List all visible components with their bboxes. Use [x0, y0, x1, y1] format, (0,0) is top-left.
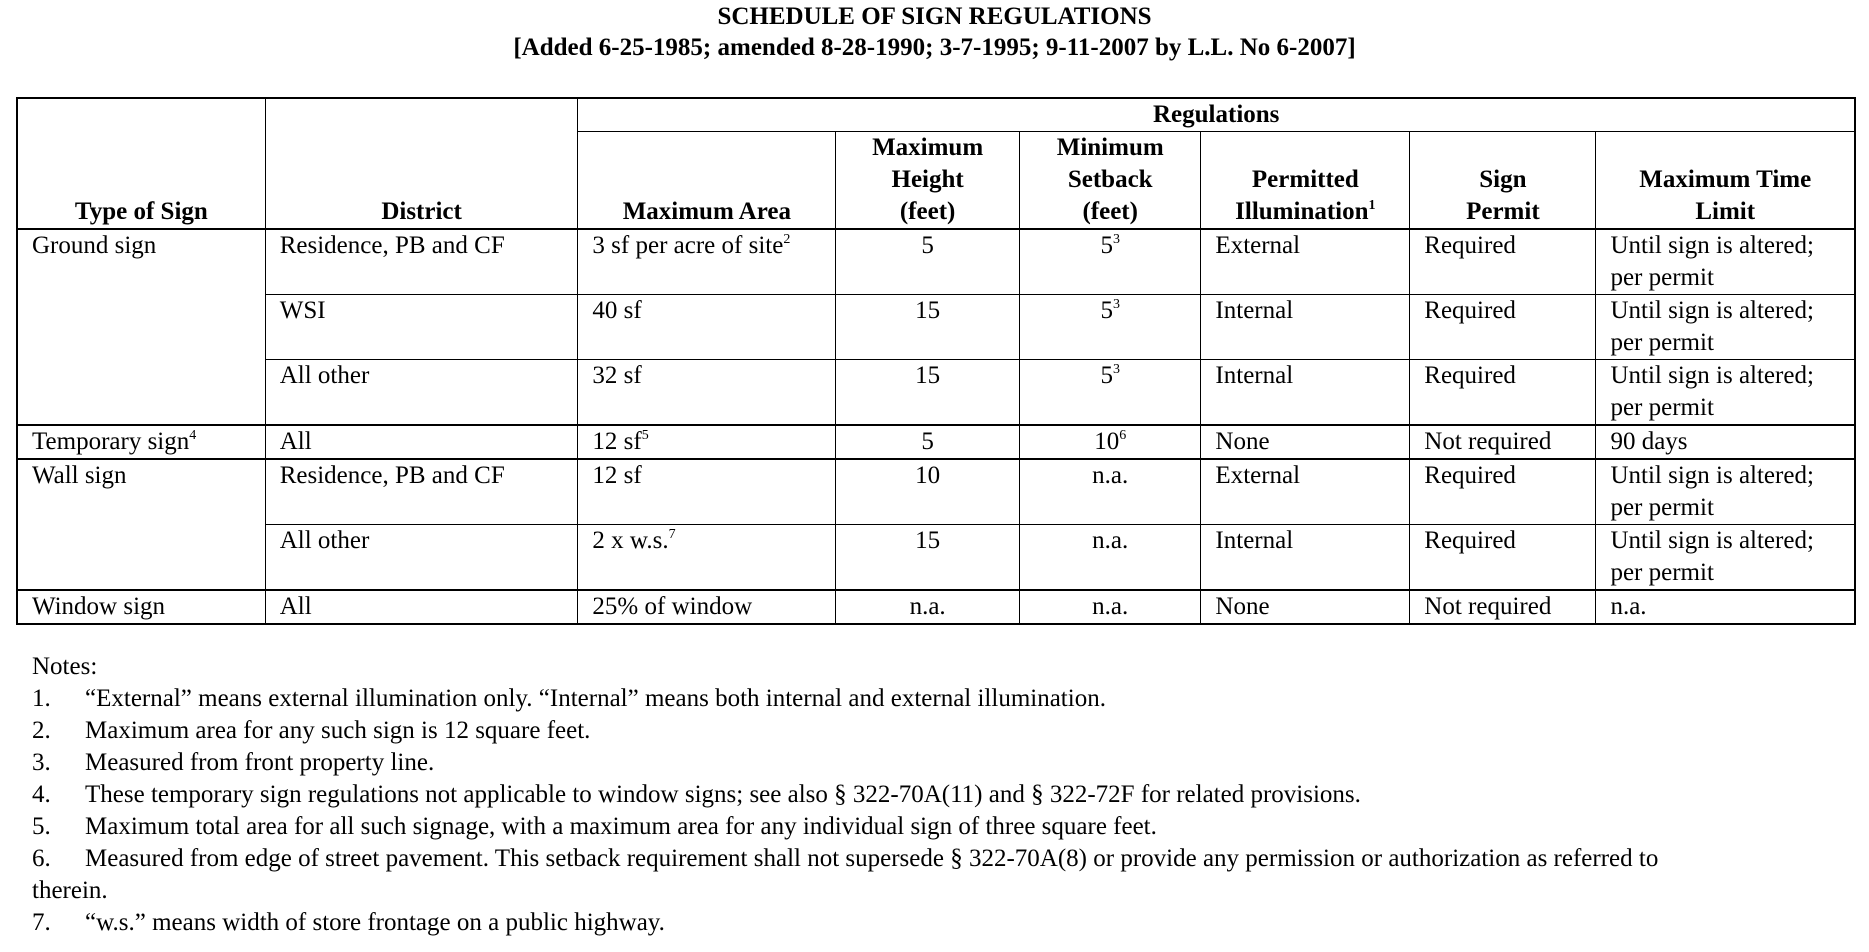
notes-section — [32, 651, 1852, 939]
sign-permit-cell: Required — [1410, 459, 1596, 525]
max-area-cell: 12 sf — [578, 459, 836, 525]
illumination-cell: Internal — [1201, 295, 1410, 360]
note-item: 4. These temporary sign regulations not applicable to window signs; see also § 322-70A(11) and § 322-72F for related provisions. — [32, 781, 1361, 808]
type-of-sign-cell: Wall sign — [17, 459, 265, 590]
header-sign-permit — [1410, 132, 1596, 230]
type-of-sign-cell: Ground sign — [17, 229, 265, 425]
max-height-cell: 15 — [836, 360, 1020, 426]
max-area-cell: 25% of window — [578, 590, 836, 624]
max-height-cell: n.a. — [836, 590, 1020, 624]
min-setback-cell: $10^6$ — [1020, 425, 1201, 459]
min-setback-cell: n.a. — [1020, 459, 1201, 525]
illumination-cell: External — [1201, 229, 1410, 295]
time-limit-cell: Until sign is altered; per permit — [1596, 360, 1855, 426]
district-cell: Residence, PB and CF — [265, 229, 578, 295]
header-permit-l1: Sign — [1479, 166, 1527, 193]
max-area-cell: 40 sf — [578, 295, 836, 360]
table-row — [17, 425, 1855, 459]
max-height-cell: 5 — [836, 229, 1020, 295]
header-time-l1: Maximum Time — [1639, 166, 1812, 193]
illumination-cell: None — [1201, 425, 1410, 459]
min-setback-cell: $5^3$ — [1020, 229, 1201, 295]
max-area-cell: 2 x w.s.$^7$ — [578, 525, 836, 591]
note-item: 1. “External” means external illumination only. “Internal” means both internal and external illumination. — [32, 685, 1106, 712]
note-item: 3. Measured from front property line. — [32, 749, 435, 776]
header-max-height-l3: (feet) — [899, 198, 956, 225]
table-row — [17, 590, 1855, 624]
min-setback-cell: n.a. — [1020, 590, 1201, 624]
sign-permit-cell: Not required — [1410, 425, 1596, 459]
header-illum-l1: Permitted — [1251, 166, 1359, 193]
header-max-height-l2: Height — [891, 166, 964, 193]
header-type-of-sign: Type of Sign — [17, 98, 265, 229]
table-row — [17, 525, 1855, 591]
time-limit-cell: n.a. — [1596, 590, 1855, 624]
sign-permit-cell: Required — [1410, 229, 1596, 295]
max-area-cell: 32 sf — [578, 360, 836, 426]
type-of-sign-cell: Window sign — [17, 590, 265, 624]
header-min-setback — [1020, 132, 1201, 230]
note-item: 6. Measured from edge of street pavement. This setback requirement shall not supersede § 322-70A(8) or provide any permission or authorization as referred to — [32, 845, 1659, 872]
sign-permit-cell: Not required — [1410, 590, 1596, 624]
header-time-l2: Limit — [1695, 198, 1756, 225]
header-max-time-limit — [1596, 132, 1855, 230]
table-row — [17, 229, 1855, 295]
time-limit-cell: Until sign is altered; per permit — [1596, 295, 1855, 360]
time-limit-cell: Until sign is altered; per permit — [1596, 459, 1855, 525]
header-min-setback-l2: Setback — [1067, 166, 1153, 193]
document-subtitle: [Added 6-25-1985; amended 8-28-1990; 3-7-1995; 9-11-2007 by L.L. No 6-2007] — [513, 34, 1356, 61]
district-cell: All other — [265, 525, 578, 591]
header-min-setback-l1: Minimum — [1056, 134, 1164, 161]
table-row — [17, 459, 1855, 525]
illumination-cell: Internal — [1201, 360, 1410, 426]
district-cell: All other — [265, 360, 578, 426]
note-item: 5. Maximum total area for all such signage, with a maximum area for any individual sign of three square feet. — [32, 813, 1157, 840]
max-height-cell: 5 — [836, 425, 1020, 459]
illumination-cell: External — [1201, 459, 1410, 525]
header-max-height-l1: Maximum — [872, 134, 984, 161]
max-height-cell: 15 — [836, 295, 1020, 360]
header-district: District — [265, 98, 578, 229]
district-cell: Residence, PB and CF — [265, 459, 578, 525]
note-item-continuation: therein. — [32, 877, 108, 904]
note-item: 7. “w.s.” means width of store frontage on a public highway. — [32, 909, 665, 936]
title-block — [0, 2, 1869, 64]
header-max-height — [836, 132, 1020, 230]
type-of-sign-cell: Temporary sign$^4$ — [17, 425, 265, 459]
header-row-top — [17, 98, 1855, 132]
max-height-cell: 10 — [836, 459, 1020, 525]
table-row — [17, 360, 1855, 426]
sign-regulations-table — [16, 97, 1856, 625]
header-illumination — [1201, 132, 1410, 230]
min-setback-cell: $5^3$ — [1020, 295, 1201, 360]
time-limit-cell: 90 days — [1596, 425, 1855, 459]
illumination-cell: None — [1201, 590, 1410, 624]
header-min-setback-l3: (feet) — [1082, 198, 1138, 225]
district-cell: WSI — [265, 295, 578, 360]
district-cell: All — [265, 425, 578, 459]
notes-heading: Notes: — [32, 653, 98, 680]
header-illum-sup: 1 — [1368, 197, 1376, 213]
note-item: 2. Maximum area for any such sign is 12 square feet. — [32, 717, 591, 744]
table-row — [17, 295, 1855, 360]
header-regulations: Regulations — [578, 98, 1855, 132]
max-height-cell: 15 — [836, 525, 1020, 591]
max-area-cell: 3 sf per acre of site$^2$ — [578, 229, 836, 295]
illumination-cell: Internal — [1201, 525, 1410, 591]
district-cell: All — [265, 590, 578, 624]
min-setback-cell: n.a. — [1020, 525, 1201, 591]
time-limit-cell: Until sign is altered; per permit — [1596, 229, 1855, 295]
sign-permit-cell: Required — [1410, 525, 1596, 591]
header-max-area: Maximum Area — [578, 132, 836, 230]
time-limit-cell: Until sign is altered; per permit — [1596, 525, 1855, 591]
header-permit-l2: Permit — [1466, 198, 1540, 225]
header-illum-l2: Illumination — [1235, 198, 1369, 225]
sign-permit-cell: Required — [1410, 360, 1596, 426]
sign-permit-cell: Required — [1410, 295, 1596, 360]
max-area-cell: 12 $sf^5$ — [578, 425, 836, 459]
document-title: SCHEDULE OF SIGN REGULATIONS — [717, 3, 1152, 30]
min-setback-cell: $5^3$ — [1020, 360, 1201, 426]
